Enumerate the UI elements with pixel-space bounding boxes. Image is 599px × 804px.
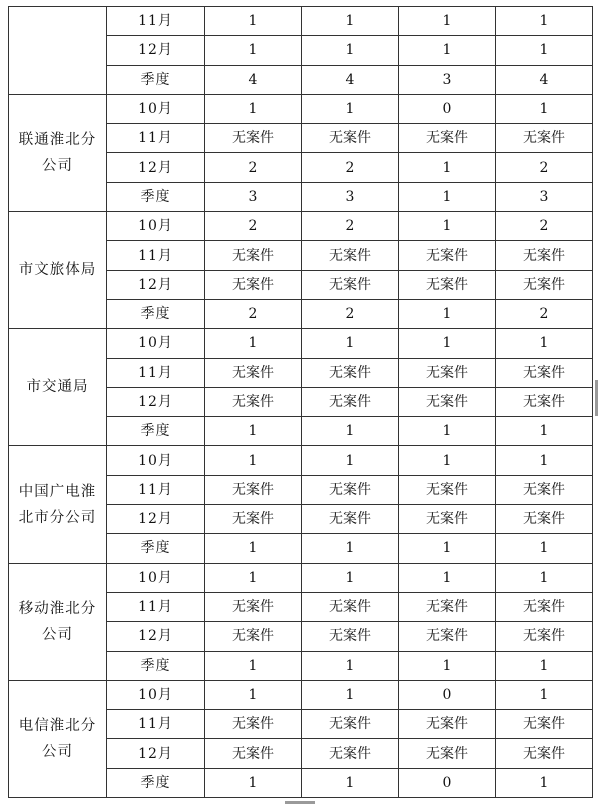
value-cell: 无案件 xyxy=(399,592,496,621)
value-cell: 1 xyxy=(302,651,399,680)
value-cell: 1 xyxy=(205,563,302,592)
unit-name-cell: 中国广电淮北市分公司 xyxy=(9,446,107,563)
value-cell: 无案件 xyxy=(496,505,593,534)
value-cell: 无案件 xyxy=(496,622,593,651)
value-cell: 无案件 xyxy=(496,241,593,270)
period-cell: 10月 xyxy=(107,680,205,709)
period-cell: 12月 xyxy=(107,153,205,182)
value-cell: 1 xyxy=(302,446,399,475)
value-cell: 4 xyxy=(302,65,399,94)
value-cell: 1 xyxy=(399,417,496,446)
value-cell: 无案件 xyxy=(205,475,302,504)
value-cell: 无案件 xyxy=(399,710,496,739)
value-cell: 1 xyxy=(496,446,593,475)
table-row xyxy=(9,94,593,123)
unit-name-cell: 电信淮北分公司 xyxy=(9,680,107,797)
value-cell: 无案件 xyxy=(302,270,399,299)
value-cell: 1 xyxy=(496,36,593,65)
value-cell: 1 xyxy=(399,182,496,211)
value-cell: 无案件 xyxy=(399,739,496,768)
table-row xyxy=(9,563,593,592)
period-cell: 11月 xyxy=(107,475,205,504)
period-cell: 季度 xyxy=(107,534,205,563)
value-cell: 1 xyxy=(399,7,496,36)
value-cell: 无案件 xyxy=(302,358,399,387)
value-cell: 无案件 xyxy=(496,710,593,739)
table-row xyxy=(9,212,593,241)
value-cell: 1 xyxy=(399,299,496,328)
period-cell: 季度 xyxy=(107,417,205,446)
value-cell: 3 xyxy=(399,65,496,94)
value-cell: 无案件 xyxy=(302,739,399,768)
period-cell: 11月 xyxy=(107,7,205,36)
period-cell: 12月 xyxy=(107,622,205,651)
value-cell: 2 xyxy=(205,153,302,182)
value-cell: 1 xyxy=(302,7,399,36)
period-cell: 11月 xyxy=(107,592,205,621)
period-cell: 12月 xyxy=(107,739,205,768)
period-cell: 11月 xyxy=(107,358,205,387)
value-cell: 无案件 xyxy=(302,387,399,416)
value-cell: 1 xyxy=(496,768,593,797)
value-cell: 3 xyxy=(205,182,302,211)
period-cell: 11月 xyxy=(107,124,205,153)
value-cell: 0 xyxy=(399,768,496,797)
period-cell: 10月 xyxy=(107,329,205,358)
value-cell: 1 xyxy=(399,534,496,563)
value-cell: 无案件 xyxy=(496,124,593,153)
value-cell: 无案件 xyxy=(205,710,302,739)
value-cell: 1 xyxy=(496,417,593,446)
value-cell: 无案件 xyxy=(496,358,593,387)
value-cell: 无案件 xyxy=(399,124,496,153)
value-cell: 1 xyxy=(205,417,302,446)
value-cell: 无案件 xyxy=(399,622,496,651)
period-cell: 11月 xyxy=(107,241,205,270)
value-cell: 2 xyxy=(302,299,399,328)
value-cell: 1 xyxy=(205,94,302,123)
value-cell: 1 xyxy=(302,768,399,797)
period-cell: 10月 xyxy=(107,94,205,123)
period-cell: 10月 xyxy=(107,446,205,475)
period-cell: 季度 xyxy=(107,651,205,680)
value-cell: 4 xyxy=(496,65,593,94)
statistics-table-body xyxy=(9,7,593,798)
value-cell: 无案件 xyxy=(302,241,399,270)
value-cell: 无案件 xyxy=(496,475,593,504)
period-cell: 季度 xyxy=(107,65,205,94)
value-cell: 3 xyxy=(302,182,399,211)
period-cell: 10月 xyxy=(107,212,205,241)
value-cell: 2 xyxy=(302,153,399,182)
value-cell: 1 xyxy=(302,534,399,563)
value-cell: 无案件 xyxy=(205,592,302,621)
value-cell: 2 xyxy=(205,299,302,328)
value-cell: 1 xyxy=(399,446,496,475)
value-cell: 1 xyxy=(496,534,593,563)
value-cell: 2 xyxy=(496,299,593,328)
value-cell: 1 xyxy=(205,768,302,797)
period-cell: 10月 xyxy=(107,563,205,592)
period-cell: 11月 xyxy=(107,710,205,739)
value-cell: 1 xyxy=(302,36,399,65)
value-cell: 无案件 xyxy=(496,387,593,416)
value-cell: 1 xyxy=(399,36,496,65)
value-cell: 2 xyxy=(205,212,302,241)
table-row xyxy=(9,329,593,358)
period-cell: 12月 xyxy=(107,36,205,65)
value-cell: 1 xyxy=(399,212,496,241)
value-cell: 2 xyxy=(496,212,593,241)
value-cell: 无案件 xyxy=(302,505,399,534)
value-cell: 1 xyxy=(302,94,399,123)
period-cell: 季度 xyxy=(107,182,205,211)
value-cell: 0 xyxy=(399,94,496,123)
value-cell: 1 xyxy=(302,680,399,709)
value-cell: 无案件 xyxy=(399,475,496,504)
value-cell: 1 xyxy=(496,329,593,358)
value-cell: 1 xyxy=(496,680,593,709)
value-cell: 无案件 xyxy=(399,358,496,387)
unit-name-cell: 移动淮北分公司 xyxy=(9,563,107,680)
unit-name-cell: 联通淮北分公司 xyxy=(9,94,107,211)
unit-name-cell: 市交通局 xyxy=(9,329,107,446)
value-cell: 4 xyxy=(205,65,302,94)
value-cell: 1 xyxy=(496,651,593,680)
value-cell: 1 xyxy=(399,329,496,358)
value-cell: 1 xyxy=(496,7,593,36)
value-cell: 1 xyxy=(399,153,496,182)
value-cell: 无案件 xyxy=(399,241,496,270)
value-cell: 无案件 xyxy=(496,592,593,621)
value-cell: 1 xyxy=(205,446,302,475)
value-cell: 1 xyxy=(496,94,593,123)
value-cell: 无案件 xyxy=(302,710,399,739)
table-row xyxy=(9,446,593,475)
value-cell: 1 xyxy=(496,563,593,592)
value-cell: 1 xyxy=(302,563,399,592)
period-cell: 12月 xyxy=(107,387,205,416)
value-cell: 无案件 xyxy=(302,475,399,504)
period-cell: 12月 xyxy=(107,270,205,299)
value-cell: 1 xyxy=(205,7,302,36)
value-cell: 1 xyxy=(399,651,496,680)
value-cell: 无案件 xyxy=(205,505,302,534)
value-cell: 无案件 xyxy=(399,505,496,534)
value-cell: 无案件 xyxy=(205,358,302,387)
value-cell: 无案件 xyxy=(205,387,302,416)
period-cell: 季度 xyxy=(107,299,205,328)
value-cell: 无案件 xyxy=(205,241,302,270)
statistics-table xyxy=(8,6,593,798)
value-cell: 无案件 xyxy=(399,270,496,299)
value-cell: 0 xyxy=(399,680,496,709)
value-cell: 2 xyxy=(496,153,593,182)
table-row xyxy=(9,7,593,36)
value-cell: 无案件 xyxy=(205,739,302,768)
value-cell: 1 xyxy=(205,651,302,680)
value-cell: 无案件 xyxy=(302,124,399,153)
value-cell: 无案件 xyxy=(399,387,496,416)
value-cell: 1 xyxy=(399,563,496,592)
value-cell: 1 xyxy=(205,534,302,563)
period-cell: 12月 xyxy=(107,505,205,534)
value-cell: 1 xyxy=(205,329,302,358)
value-cell: 无案件 xyxy=(302,622,399,651)
value-cell: 1 xyxy=(302,417,399,446)
value-cell: 无案件 xyxy=(205,622,302,651)
value-cell: 无案件 xyxy=(496,739,593,768)
value-cell: 1 xyxy=(205,36,302,65)
table-row xyxy=(9,680,593,709)
value-cell: 1 xyxy=(205,680,302,709)
value-cell: 无案件 xyxy=(205,124,302,153)
value-cell: 3 xyxy=(496,182,593,211)
scroll-marker[interactable] xyxy=(595,380,598,416)
period-cell: 季度 xyxy=(107,768,205,797)
value-cell: 无案件 xyxy=(302,592,399,621)
value-cell: 2 xyxy=(302,212,399,241)
value-cell: 1 xyxy=(302,329,399,358)
unit-name-cell: 市文旅体局 xyxy=(9,212,107,329)
value-cell: 无案件 xyxy=(205,270,302,299)
unit-name-cell xyxy=(9,7,107,95)
value-cell: 无案件 xyxy=(496,270,593,299)
